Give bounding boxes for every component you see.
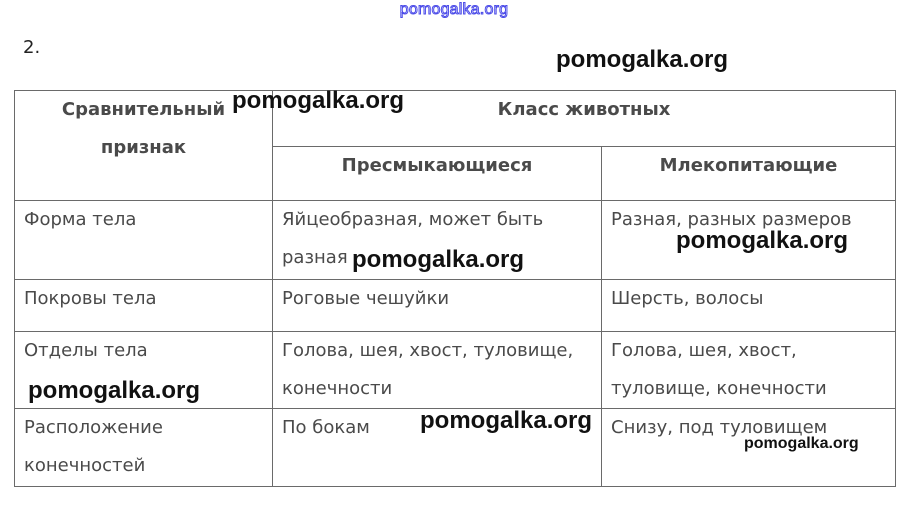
cell-reptiles: Роговые чешуйки [273,280,602,332]
cell-mammals: Снизу, под туловищем [602,409,896,487]
cell-reptiles: По бокам [273,409,602,487]
header-mammals: Млекопитающие [602,147,896,201]
cell-reptiles: Голова, шея, хвост, туловище, конечности [273,332,602,409]
watermark-text: pomogalka.org [28,377,201,404]
table-header-row [15,91,896,147]
header-trait: Сравнительный признак [15,91,273,201]
cell-mammals: Голова, шея, хвост, туловище, конечности [602,332,896,409]
watermark-text: pomogalka.org [744,435,859,452]
task-number: 2. [23,37,41,58]
watermark-text: pomogalka.org [352,246,525,273]
cell-trait: Отделы тела [15,332,273,409]
cell-trait: Покровы тела [15,280,273,332]
watermark-top: pomogalka.org [399,1,509,18]
table-row [15,280,896,332]
watermark-text: pomogalka.org [676,227,849,254]
cell-mammals: Разная, разных размеров [602,201,896,280]
cell-reptiles: Яйцеобразная, может быть разная [273,201,602,280]
watermark-text: pomogalka.org [556,46,729,73]
watermark-text: pomogalka.org [420,407,593,434]
header-reptiles: Пресмыкающиеся [273,147,602,201]
header-animal-class: Класс животных [273,91,896,147]
cell-mammals: Шерсть, волосы [602,280,896,332]
watermark-text: pomogalka.org [232,87,405,114]
cell-trait: Форма тела [15,201,273,280]
cell-trait: Расположение конечностей [15,409,273,487]
